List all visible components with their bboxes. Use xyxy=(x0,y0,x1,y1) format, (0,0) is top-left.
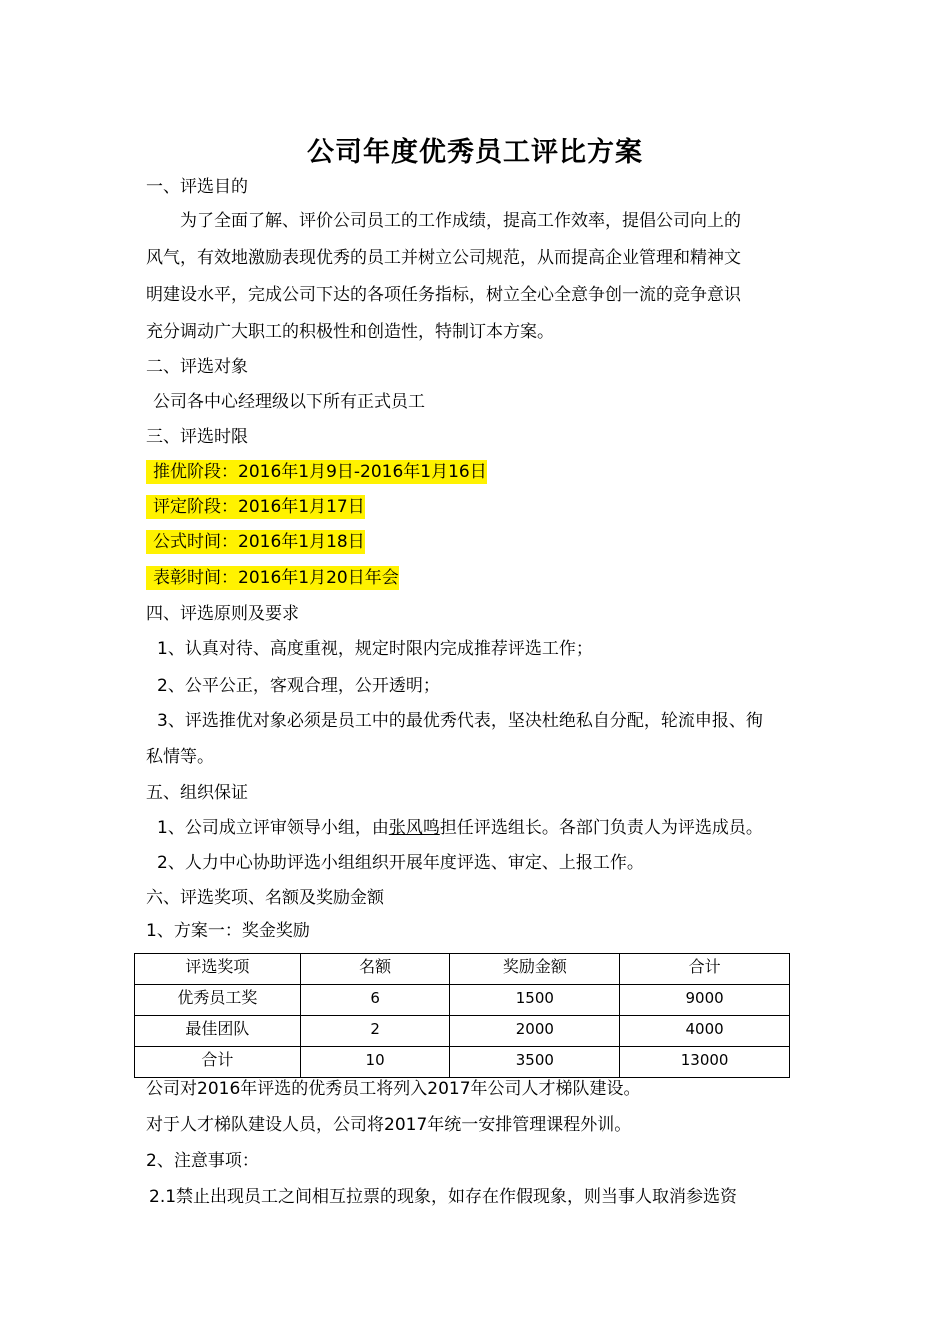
principle-item-continued: 私情等。 xyxy=(146,747,214,767)
paragraph-line: 明建设水平，完成公司下达的各项任务指标，树立全心全意争创一流的竞争意识 xyxy=(146,285,741,305)
section-2-text: 公司各中心经理级以下所有正式员工 xyxy=(153,392,425,412)
note-item: 2.1禁止出现员工之间相互拉票的现象，如存在作假现象，则当事人取消参选资 xyxy=(149,1187,738,1207)
notes-heading: 2、注意事项： xyxy=(146,1151,259,1171)
table-cell: 9000 xyxy=(620,985,790,1016)
paragraph-line: 为了全面了解、评价公司员工的工作成绩，提高工作效率，提倡公司向上的 xyxy=(180,211,741,231)
table-row xyxy=(135,985,790,1016)
principle-item: 1、认真对待、高度重视，规定时限内完成推荐评选工作； xyxy=(157,639,593,659)
paragraph-line: 风气，有效地激励表现优秀的员工并树立公司规范，从而提高企业管理和精神文 xyxy=(146,248,741,268)
paragraph-line: 充分调动广大职工的积极性和创造性，特制订本方案。 xyxy=(146,322,554,342)
highlighted-text: 推优阶段：2016年1月9日-2016年1月16日 xyxy=(146,460,487,484)
principle-item: 2、公平公正，客观合理，公开透明； xyxy=(157,676,440,696)
underlined-name: 张风鸣 xyxy=(388,818,440,838)
schedule-item xyxy=(146,566,399,590)
table-cell: 2 xyxy=(300,1016,450,1047)
table-cell: 13000 xyxy=(620,1047,790,1078)
section-3-heading: 三、评选时限 xyxy=(146,427,248,447)
training-note: 对于人才梯队建设人员，公司将2017年统一安排管理课程外训。 xyxy=(146,1115,632,1135)
table-cell: 最佳团队 xyxy=(135,1016,301,1047)
table-cell: 优秀员工奖 xyxy=(135,985,301,1016)
table-header-cell: 合计 xyxy=(620,954,790,985)
section-6-heading: 六、评选奖项、名额及奖励金额 xyxy=(146,888,384,908)
award-table xyxy=(134,953,790,1078)
organization-item: 2、人力中心协助评选小组组织开展年度评选、审定、上报工作。 xyxy=(157,853,644,873)
section-5-heading: 五、组织保证 xyxy=(146,783,248,803)
plan-1-label: 1、方案一：奖金奖励 xyxy=(146,921,310,941)
table-header-cell: 奖励金额 xyxy=(450,954,620,985)
schedule-item xyxy=(146,460,487,484)
table-cell: 2000 xyxy=(450,1016,620,1047)
principle-item: 3、评选推优对象必须是员工中的最优秀代表，坚决杜绝私自分配，轮流申报、徇 xyxy=(157,711,763,731)
table-header-cell: 评选奖项 xyxy=(135,954,301,985)
section-4-heading: 四、评选原则及要求 xyxy=(146,604,299,624)
text-span: 1、公司成立评审领导小组，由 xyxy=(157,818,389,838)
highlighted-text: 评定阶段：2016年1月17日 xyxy=(146,495,365,519)
table-cell: 3500 xyxy=(450,1047,620,1078)
talent-note: 公司对2016年评选的优秀员工将列入2017年公司人才梯队建设。 xyxy=(146,1079,641,1099)
page-title: 公司年度优秀员工评比方案 xyxy=(307,137,643,168)
schedule-item xyxy=(146,530,365,554)
table-cell: 4000 xyxy=(620,1016,790,1047)
highlighted-text: 表彰时间：2016年1月20日年会 xyxy=(146,566,399,590)
table-header-cell: 名额 xyxy=(300,954,450,985)
table-cell: 10 xyxy=(300,1047,450,1078)
table-cell: 6 xyxy=(300,985,450,1016)
schedule-item xyxy=(146,495,365,519)
section-2-heading: 二、评选对象 xyxy=(146,357,248,377)
table-row xyxy=(135,1047,790,1078)
table-header-row xyxy=(135,954,790,985)
table-cell: 1500 xyxy=(450,985,620,1016)
text-span: 担任评选组长。各部门负责人为评选成员。 xyxy=(439,818,763,838)
organization-item xyxy=(157,816,763,840)
table-row xyxy=(135,1016,790,1047)
section-1-heading: 一、评选目的 xyxy=(146,177,248,197)
highlighted-text: 公式时间：2016年1月18日 xyxy=(146,530,365,554)
table-cell: 合计 xyxy=(135,1047,301,1078)
